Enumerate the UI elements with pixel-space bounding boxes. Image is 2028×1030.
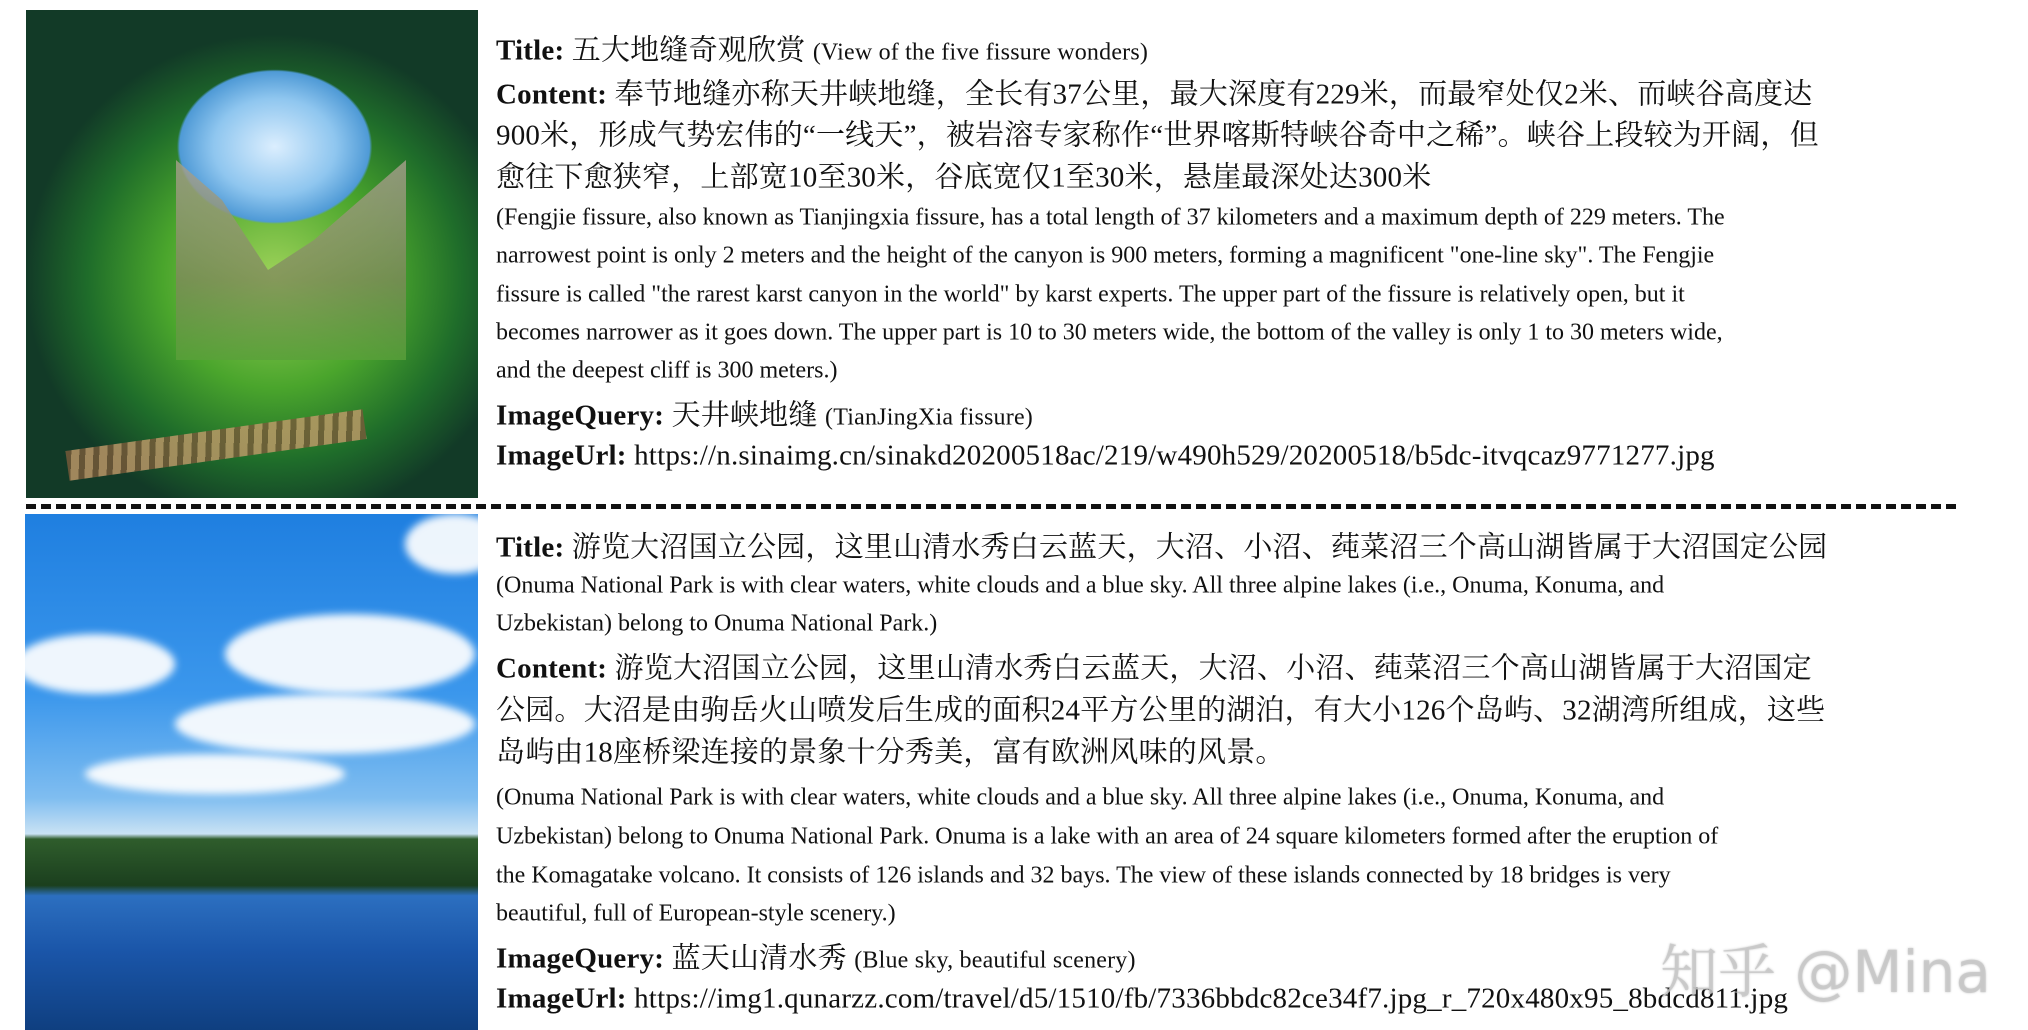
entry1-content-en-line: fissure is called "the rarest karst canyon in the world" by karst experts. The upper part of the fissure is relatively open, but it [496,281,1685,308]
entry2-title-en-line: Uzbekistan) belong to Onuma National Park.) [496,610,938,637]
entry1-content-line: 900米，形成气势宏伟的“一线天”，被岩溶专家称作“世界喀斯特峡谷奇中之稀”。峡谷上段较为开阔，但 [496,119,1819,152]
entry1-image-url: ImageUrl: https://n.sinaimg.cn/sinakd20200518ac/219/w490h529/20200518/b5dc-itvqcaz9771277.jpg [496,439,1715,472]
entry1-content-line: 愈往下愈狭窄，上部宽10至30米，谷底宽仅1至30米，悬崖最深处达300米 [496,161,1432,194]
entry1-image-query: ImageQuery: 天井峡地缝 (TianJingXia fissure) [496,399,1033,432]
entry1-content-en-line: (Fengjie fissure, also known as Tianjingxia fissure, has a total length of 37 kilometers and a maximum depth of 229 meters. The [496,204,1725,231]
entry2-image-query: ImageQuery: 蓝天山清水秀 (Blue sky, beautiful scenery) [496,942,1136,975]
entry1-content-en-line: narrowest point is only 2 meters and the height of the canyon is 900 meters, forming a magnificent "one-line sky". The Fengjie [496,242,1715,269]
cliff-shape [176,160,406,360]
entry1-content-en-line: and the deepest cliff is 300 meters.) [496,357,838,384]
entry2-content-en-line: (Onuma National Park is with clear waters, white clouds and a blue sky. All three alpine lakes (i.e., Onuma, Konuma, and [496,784,1665,811]
cloud-shape [175,694,475,754]
lake-park-photo [25,514,478,1030]
watermark: 知乎 @Mina [1660,938,1991,1006]
cloud-shape [405,514,478,574]
entry2-content-line: 公园。大沼是由驹岳火山喷发后生成的面积24平方公里的湖泊，有大小126个岛屿、32湖湾所组成，这些 [496,694,1826,727]
walkway-shape [65,409,366,480]
cloud-shape [25,634,175,694]
fissure-canyon-photo [26,10,478,498]
entry2-image-url: ImageUrl: https://img1.qunarzz.com/travel/d5/1510/fb/7336bbdc82ce34f7.jpg_r_720x480x95_8bdcd811.jpg [496,982,1789,1015]
entry1-content-line: Content: 奉节地缝亦称天井峡地缝，全长有37公里，最大深度有229米，而最窄处仅2米、而峡谷高度达 [496,78,1813,111]
entry1-content-en-line: becomes narrower as it goes down. The upper part is 10 to 30 meters wide, the bottom of the valley is only 1 to 30 meters wide, [496,319,1723,346]
image-url-link[interactable]: https://n.sinaimg.cn/sinakd20200518ac/219/w490h529/20200518/b5dc-itvqcaz9771277.jpg [634,439,1715,472]
dashed-divider [26,504,1956,509]
cloud-shape [225,614,475,694]
entry2-content-line: Content: 游览大沼国立公园，这里山清水秀白云蓝天，大沼、小沼、莼菜沼三个高山湖皆属于大沼国定 [496,652,1812,685]
entry1-title: Title: 五大地缝奇观欣赏 (View of the five fissure wonders) [496,34,1149,67]
cloud-shape [85,754,345,794]
entry2-title-en-line: (Onuma National Park is with clear waters, white clouds and a blue sky. All three alpine lakes (i.e., Onuma, Konuma, and [496,572,1665,599]
entry2-content-en-line: beautiful, full of European-style scenery.) [496,900,896,927]
entry2-content-line: 岛屿由18座桥梁连接的景象十分秀美，富有欧洲风味的风景。 [496,736,1285,769]
entry2-content-en-line: the Komagatake volcano. It consists of 126 islands and 32 bays. The view of these islands connected by 18 bridges is very [496,862,1671,889]
image-url-link[interactable]: https://img1.qunarzz.com/travel/d5/1510/fb/7336bbdc82ce34f7.jpg_r_720x480x95_8bdcd811.jpg [634,982,1789,1015]
entry2-content-en-line: Uzbekistan) belong to Onuma National Park. Onuma is a lake with an area of 24 square kilometers formed after the eruption of [496,823,1719,850]
entry2-title: Title: 游览大沼国立公园，这里山清水秀白云蓝天，大沼、小沼、莼菜沼三个高山湖皆属于大沼国定公园 [496,531,1828,564]
